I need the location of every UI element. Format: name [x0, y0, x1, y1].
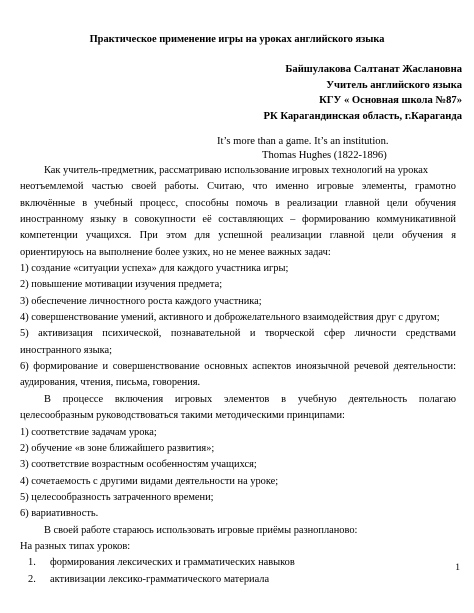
principle-item: 5) целесообразность затраченного времени; — [20, 491, 214, 503]
list-item — [20, 572, 456, 588]
list-item — [20, 555, 456, 571]
author-name: Байшулакова Салтанат Жаслановна — [285, 64, 462, 75]
author-position: Учитель английского языка — [326, 79, 462, 91]
list-text: активизации лексико-грамматического материала — [50, 573, 270, 585]
epigraph-quote: It’s more than a game. It’s an institution. — [217, 136, 389, 147]
task-item: 4) совершенствование умений, активного и доброжелательного взаимодействия друг с другом; — [20, 312, 440, 324]
closing-line: В своей работе стараюсь использовать игровые приёмы разнопланово: — [44, 524, 358, 536]
principle-item: 1) соответствие задачам урока; — [20, 426, 157, 438]
lesson-types-list — [20, 555, 456, 588]
document-title: Практическое применение игры на уроках английского языка — [89, 34, 385, 45]
list-number: 1. — [28, 557, 36, 569]
task-item: 1) создание «ситуации успеха» для каждого участника игры; — [20, 263, 289, 275]
epigraph — [217, 135, 389, 163]
epigraph-source: Thomas Hughes (1822-1896) — [262, 150, 387, 161]
task-item: 3) обеспечение личностного роста каждого участника; — [20, 295, 262, 307]
author-region: РК Карагандинская область, г.Караганда — [263, 110, 462, 122]
principle-item: 6) вариативность. — [20, 508, 99, 520]
author-school: КГУ « Основная школа №87» — [319, 95, 462, 106]
lesson-types-intro: На разных типах уроков: — [20, 540, 131, 552]
intro-first-line: Как учитель-предметник, рассматриваю использование игровых технологий на уроках — [44, 165, 429, 176]
author-block — [264, 62, 462, 124]
principles-intro: В процессе включения игровых элементов в учебную деятельность полагаю целесообразным руководствоваться такими методическими принципами: — [20, 393, 456, 422]
list-text: формирования лексических и грамматических навыков — [50, 557, 295, 569]
list-number: 2. — [28, 573, 36, 585]
document-body — [20, 163, 456, 588]
task-item: 2) повышение мотивации изучения предмета; — [20, 279, 223, 291]
intro-paragraph: неотъемлемой частью своей работы. Считаю, что именно игровые элементы, грамотно включённые в учебный процесс, способны помочь в реализации главной цели обучения иностранному языку в совокупности её составляющих – формированию коммуникативной компетенции учащихся. При этом для успешной реализации главной цели обучения я ориентируюсь на выполнение более узких, но не менее важных задач: — [20, 181, 456, 258]
task-item: 5) активизация психической, познавательной и творческой сфер личности средствами иностранного языка; — [20, 328, 456, 356]
page-number: 1 — [455, 563, 460, 573]
principle-item: 3) соответствие возрастным особенностям учащихся; — [20, 459, 257, 471]
principle-item: 4) сочетаемость с другими видами деятельности на уроке; — [20, 475, 279, 487]
task-item: 6) формирование и совершенствование основных аспектов иноязычной речевой деятельности: аудирования, чтения, письма, говорения. — [20, 361, 456, 389]
principle-item: 2) обучение «в зоне ближайшего развития»; — [20, 442, 215, 454]
